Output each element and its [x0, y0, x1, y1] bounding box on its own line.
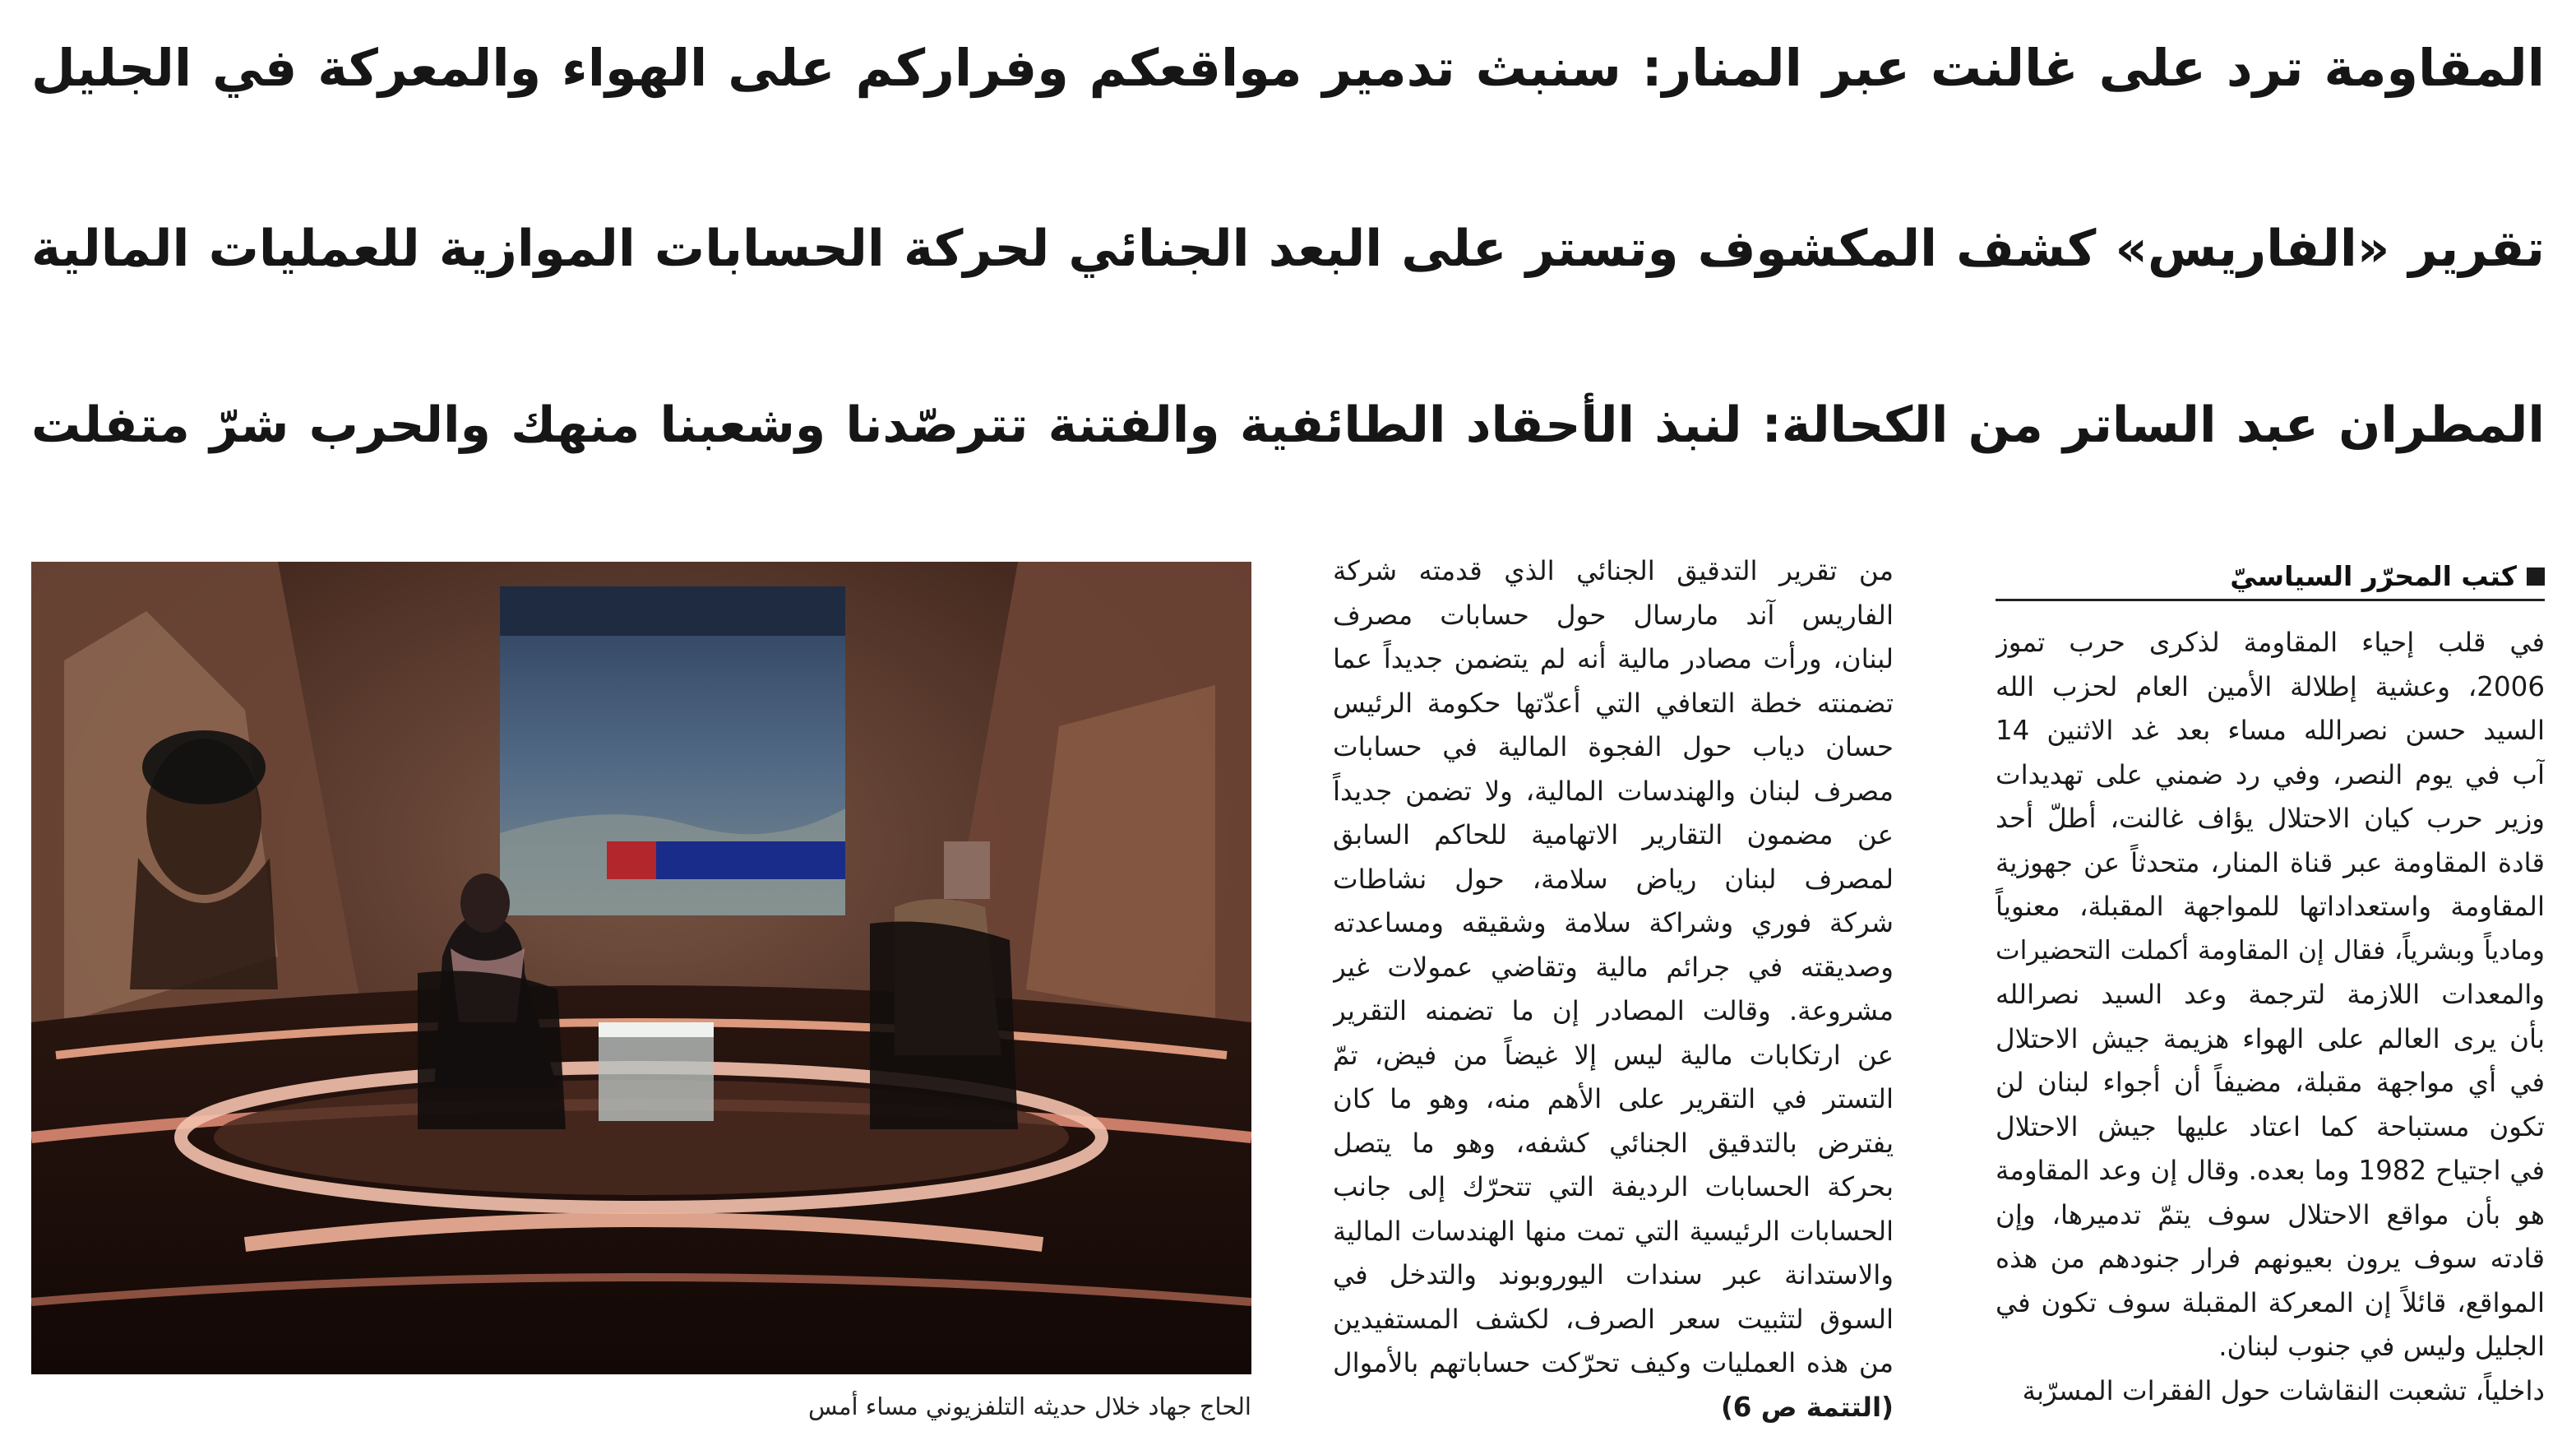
- article-line: الجليل وليس في جنوب لبنان.: [2218, 1331, 2545, 1362]
- continuation-note: (التتمة ص 6): [1720, 1391, 1894, 1423]
- article-line: السوق لتثبيت سعر الصرف، لكشف المستفيدين: [1333, 1303, 1894, 1335]
- article-line: تكون مستباحة كما اعتاد عليها جيش الاحتلال: [1996, 1110, 2545, 1142]
- article-line: شركة فوري وشراكة سلامة وشقيقه ومساعدته: [1333, 907, 1894, 938]
- article-line: تضمنته خطة التعافي التي أعدّتها حكومة الرئيس: [1333, 687, 1894, 719]
- article-line: مصرف لبنان والهندسات المالية، ولا تضمن جديداً: [1333, 775, 1894, 807]
- article-line: ومادياً وبشرياً، فقال إن المقاومة أكملت التحضيرات: [1996, 935, 2545, 966]
- article-line: المقاومة واستعداداتها للمواجهة المقبلة، معنوياً: [1996, 891, 2545, 922]
- article-line: الفاريس آند مارسال حول حسابات مصرف: [1333, 599, 1894, 631]
- article-line: والاستدانة عبر سندات اليوروبوند والتدخل في: [1333, 1259, 1894, 1290]
- article-line: هو بأن مواقع الاحتلال سوف يتمّ تدميرها، وإن: [1996, 1198, 2545, 1230]
- article-line: من هذه العمليات وكيف تحرّكت حساباتهم بالأموال: [1333, 1347, 1894, 1378]
- headline-line-1: المقاومة ترد على غالنت عبر المنار: سنبث تدمير مواقعكم وفراركم على الهواء والمعركة في الجليل: [31, 38, 2545, 98]
- article-line: بأن يرى العالم على الهواء هزيمة جيش الاحتلال: [1996, 1022, 2545, 1054]
- article-line: في اجتياح 1982 وما بعده. وقال إن وعد المقاومة: [1996, 1155, 2545, 1186]
- article-line: الحسابات الرئيسية التي تمت منها الهندسات المالية: [1333, 1215, 1894, 1247]
- article-line: المواقع، قائلاً إن المعركة المقبلة سوف تكون في: [1996, 1286, 2545, 1318]
- bullet-square-icon: [2527, 567, 2545, 586]
- article-column-right: [1996, 621, 2545, 1413]
- studio-photo: [31, 562, 1251, 1374]
- article-line: يفترض بالتدقيق الجنائي كشفه، وهو ما يتصل: [1333, 1127, 1894, 1159]
- byline: [1996, 554, 2545, 601]
- headline-line-2: تقرير «الفاريس» كشف المكشوف وتستر على البعد الجنائي لحركة الحسابات الموازية للعمليات المالية: [31, 220, 2545, 278]
- article-line: وزير حرب كيان الاحتلال يؤاف غالنت، أطلّ أحد: [1996, 803, 2545, 834]
- article-line: حسان دياب حول الفجوة المالية في حسابات: [1333, 731, 1894, 762]
- article-line: عن مضمون التقارير الاتهامية للحاكم السابق: [1333, 819, 1894, 850]
- article-line: في أي مواجهة مقبلة، مضيفاً أن أجواء لبنان لن: [1996, 1067, 2545, 1098]
- headline-line-3: المطران عبد الساتر من الكحالة: لنبذ الأحقاد الطائفية والفتنة تترصّدنا وشعبنا منهك والحرب شرّ متفلت: [31, 396, 2545, 454]
- article-line: عن ارتكابات مالية ليس إلا غيضاً من فيض، تمّ: [1333, 1039, 1894, 1071]
- article-line: قادته سوف يرون بعيونهم فرار جنودهم من هذه: [1996, 1243, 2545, 1274]
- article-line: مشروعة. وقالت المصادر إن ما تضمنه التقرير: [1333, 995, 1894, 1026]
- article-line: من تقرير التدقيق الجنائي الذي قدمته شركة: [1333, 555, 1894, 586]
- article-line: السيد حسن نصرالله مساء بعد غد الاثنين 14: [1996, 715, 2545, 746]
- article-line: لبنان، ورأت مصادر مالية أنه لم يتضمن جديداً عما: [1333, 643, 1894, 674]
- byline-text: كتب المحرّر السياسيّ: [2230, 560, 2517, 592]
- photo-caption: الحاج جهاد خلال حديثه التلفزيوني مساء أمس: [808, 1392, 1251, 1420]
- article-line: في قلب إحياء المقاومة لذكرى حرب تموز: [1996, 627, 2545, 658]
- article-line: لمصرف لبنان رياض سلامة، حول نشاطات: [1333, 863, 1894, 895]
- article-line: بحركة الحسابات الرديفة التي تتحرّك إلى جانب: [1333, 1171, 1894, 1202]
- article-line: داخلياً، تشعبت النقاشات حول الفقرات المسرّبة: [2022, 1374, 2545, 1406]
- article-line: قادة المقاومة عبر قناة المنار، متحدثاً عن جهوزية: [1996, 846, 2545, 878]
- article-column-middle: [1333, 549, 1894, 1429]
- article-line: وصديقته في جرائم مالية وتقاضي عمولات غير: [1333, 951, 1894, 983]
- article-line: والمعدات اللازمة لترجمة وعد السيد نصرالله: [1996, 979, 2545, 1010]
- article-line: التستر في التقرير على الأهم منه، وهو ما كان: [1333, 1083, 1894, 1114]
- article-line: آب في يوم النصر، وفي رد ضمني على تهديدات: [1996, 758, 2545, 790]
- article-line: 2006، وعشية إطلالة الأمين العام لحزب الله: [1996, 670, 2545, 702]
